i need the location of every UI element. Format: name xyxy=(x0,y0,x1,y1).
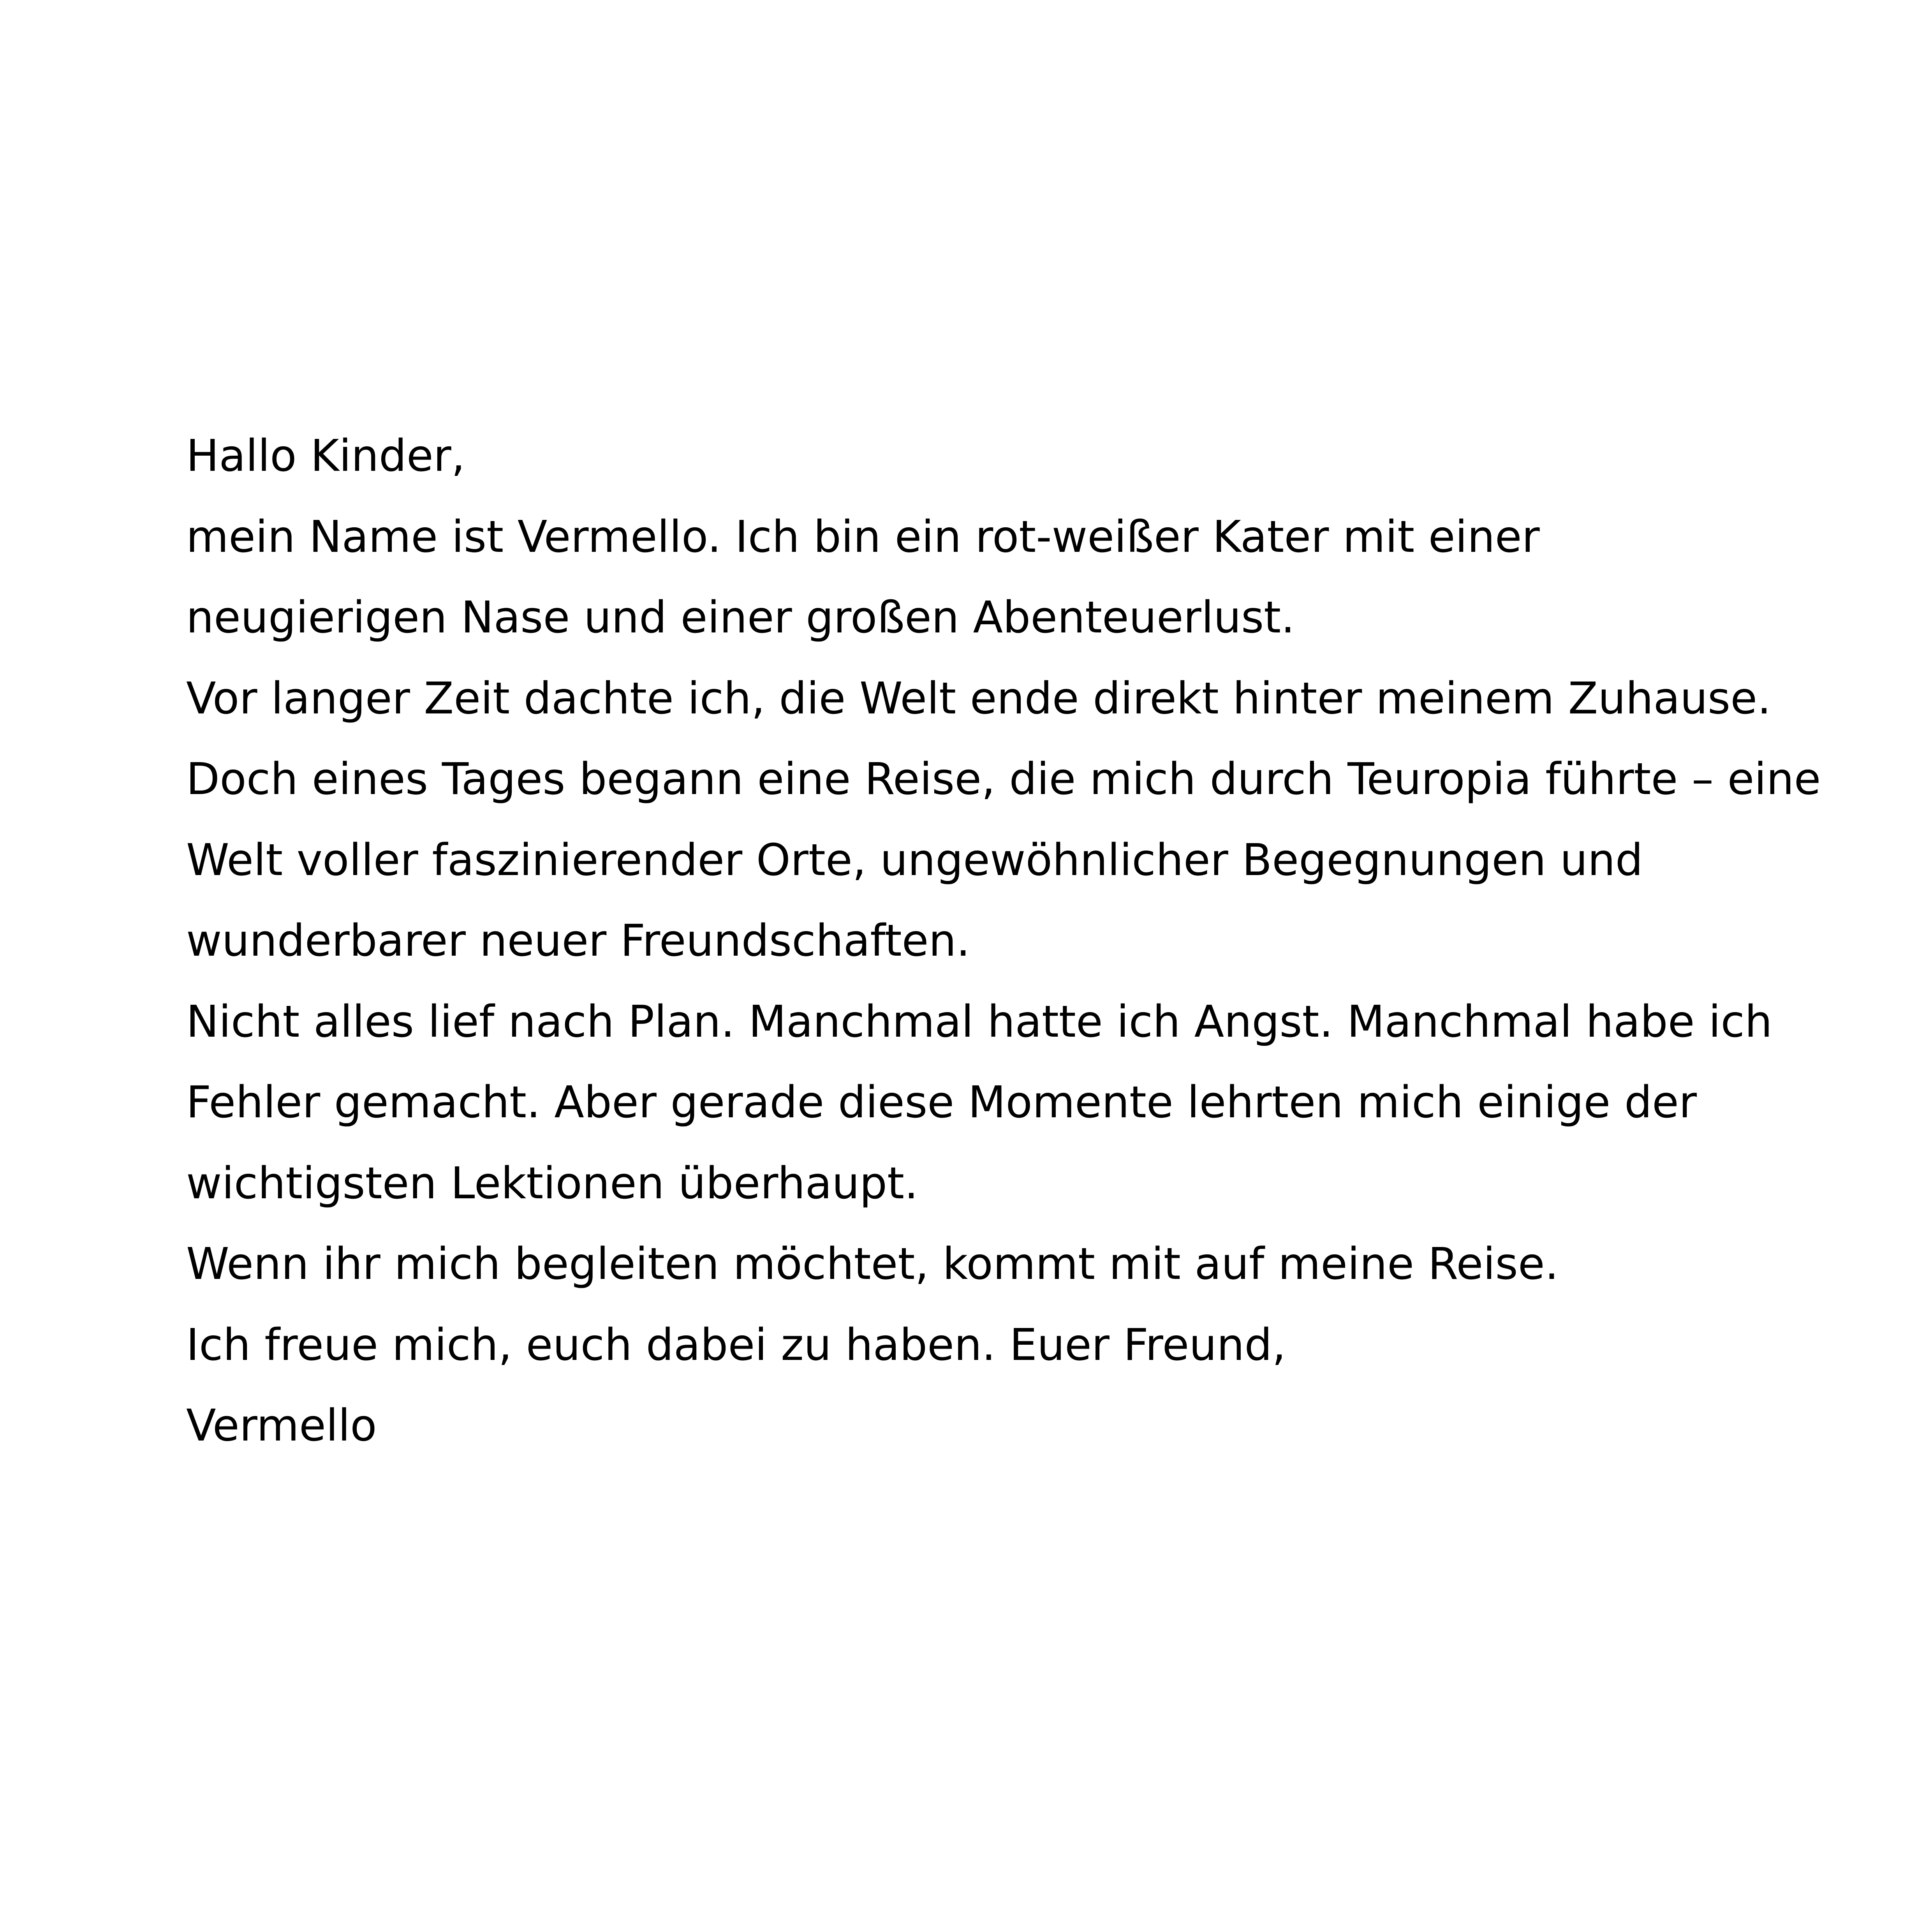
letter-line: Wenn ihr mich begleiten möchtet, kommt mit auf meine Reise. xyxy=(186,1239,1559,1289)
letter-signature: Vermello xyxy=(186,1400,377,1451)
letter-line: mein Name ist Vermello. Ich bin ein rot-weißer Kater mit einer xyxy=(186,511,1540,562)
letter-line: Nicht alles lief nach Plan. Manchmal hatte ich Angst. Manchmal habe ich xyxy=(186,996,1772,1047)
letter-line: wichtigsten Lektionen überhaupt. xyxy=(186,1158,918,1209)
letter-text xyxy=(186,416,1822,1467)
letter-line: Fehler gemacht. Aber gerade diese Momente lehrten mich einige der xyxy=(186,1077,1697,1128)
letter-line: Ich freue mich, euch dabei zu haben. Euer Freund, xyxy=(186,1319,1286,1370)
letter-greeting: Hallo Kinder, xyxy=(186,431,465,481)
letter-line: wunderbarer neuer Freundschaften. xyxy=(186,916,970,966)
letter-line: Welt voller faszinierender Orte, ungewöhnlicher Begegnungen und xyxy=(186,835,1643,886)
letter-line: Vor langer Zeit dachte ich, die Welt ende direkt hinter meinem Zuhause. xyxy=(186,673,1771,724)
letter-line: neugierigen Nase und einer großen Abenteuerlust. xyxy=(186,592,1295,643)
letter-line: Doch eines Tages begann eine Reise, die mich durch Teuropia führte – eine xyxy=(186,754,1821,805)
